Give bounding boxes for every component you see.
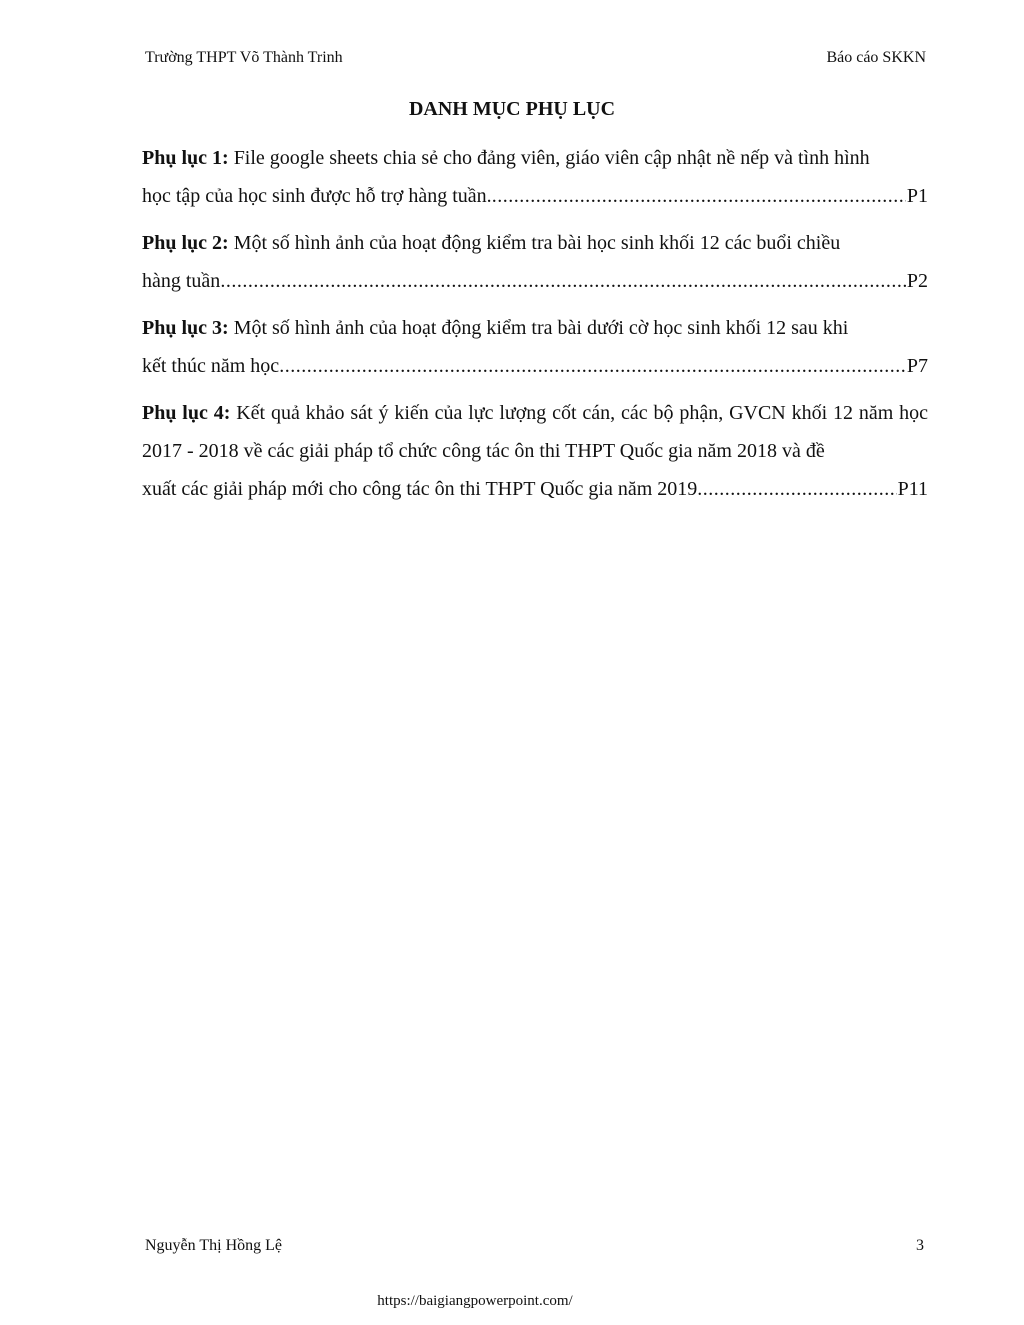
appendix-entry-3-lastline <box>142 347 928 385</box>
header-school: Trường THPT Võ Thành Trinh <box>145 49 343 66</box>
appendix-entry-4-last: xuất các giải pháp mới cho công tác ôn thi THPT Quốc gia năm 2019 <box>142 478 698 500</box>
appendix-entry-4-line2: học 2017 - 2018 về các giải pháp tổ chức công tác ôn thi THPT Quốc gia năm 2018 và đề <box>142 402 929 462</box>
dot-leader <box>220 262 906 300</box>
appendix-entry-2-text <box>142 224 928 262</box>
appendix-entry-4-label: Phụ lục 4: <box>142 402 231 424</box>
source-url-link[interactable]: https://baigiangpowerpoint.com/ <box>377 1293 573 1309</box>
dot-leader <box>279 347 906 385</box>
appendix-entry-1[interactable] <box>142 139 928 215</box>
dot-leader <box>697 470 896 508</box>
dot-leader <box>492 177 906 215</box>
appendix-entry-4-lastline <box>142 470 928 508</box>
appendix-entry-2-page: P2 <box>906 270 928 292</box>
appendix-entry-1-lastline <box>142 177 928 215</box>
page-title: DANH MỤC PHỤ LỤC <box>408 98 616 120</box>
appendix-entry-3[interactable] <box>142 309 928 385</box>
appendix-entry-2-last: hàng tuần <box>142 270 221 292</box>
appendix-entry-2-label: Phụ lục 2: <box>142 232 229 254</box>
appendix-entry-1-text <box>142 139 928 177</box>
appendix-entry-3-text <box>142 309 928 347</box>
appendix-entry-3-page: P7 <box>906 355 928 377</box>
appendix-entry-4-text <box>142 394 928 470</box>
appendix-entry-1-page: P1 <box>906 185 928 207</box>
appendix-entry-1-label: Phụ lục 1: <box>142 147 229 169</box>
appendix-entry-2[interactable] <box>142 224 928 300</box>
appendix-entry-3-line1: Một số hình ảnh của hoạt động kiểm tra bài dưới cờ học sinh khối 12 sau khi <box>233 317 849 339</box>
appendix-entry-4-page: P11 <box>897 478 928 500</box>
appendix-entry-3-last: kết thúc năm học <box>142 355 280 377</box>
appendix-entry-2-line1: Một số hình ảnh của hoạt động kiểm tra bài học sinh khối 12 các buổi chiều <box>233 232 841 254</box>
appendix-entry-2-lastline <box>142 262 928 300</box>
appendix-entry-4[interactable] <box>142 394 928 508</box>
appendix-entry-1-line1: File google sheets chia sẻ cho đảng viên, giáo viên cập nhật nề nếp và tình hình <box>233 147 870 169</box>
appendix-entry-4-line1: Kết quả khảo sát ý kiến của lực lượng cốt cán, các bộ phận, GVCN khối 12 năm <box>236 402 894 424</box>
appendix-entry-1-last: học tập của học sinh được hỗ trợ hàng tuần. <box>142 185 492 207</box>
appendix-list <box>142 139 928 517</box>
footer-author: Nguyễn Thị Hồng Lệ <box>145 1237 283 1254</box>
footer-page-number: 3 <box>916 1237 924 1254</box>
header-report: Báo cáo SKKN <box>826 49 926 66</box>
appendix-entry-3-label: Phụ lục 3: <box>142 317 229 339</box>
